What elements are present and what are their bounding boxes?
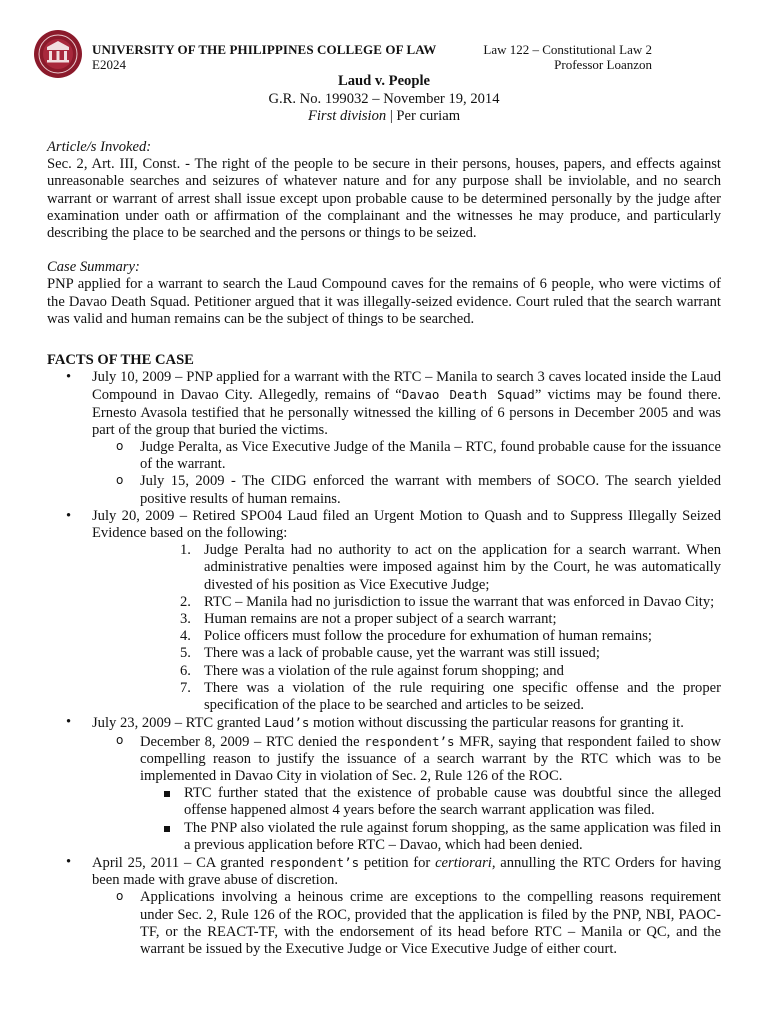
list-item: o Applications involving a heinous crime are exceptions to the compelling reasons requirement under Sec. 2, Rule 126 of the ROC, provided that the application is filed by the PNP, NBI, PAOC-TF, or the REACT-TF, with the endorsement of its head before RTC – Manila or QC, and the warrant be issued by the Executive Judge or Vice Executive Judge of either court.	[92, 889, 721, 958]
item-text: There was a violation of the rule requiring one specific offense and the proper specification of the place to be searched and articles to be seized.	[204, 679, 721, 714]
division-separator: |	[386, 108, 397, 124]
case-gr-number: G.R. No. 199032 – November 19, 2014	[268, 90, 500, 107]
professor-name: Professor Loanzon	[554, 57, 652, 72]
fact-text: July 23, 2009 – RTC granted	[92, 715, 265, 732]
item-number: 5.	[180, 645, 191, 662]
list-item	[92, 594, 721, 611]
fact-text: annulling the RTC Orders for having been made with grave abuse of discretion.	[92, 854, 721, 889]
fact-text: July 10, 2009 – PNP applied for a warrant with the RTC – Manila to search 3 caves located inside the Laud Compound in Davao City. Allegedly, remains of “	[92, 369, 721, 404]
articles-text: Sec. 2, Art. III, Const. - The right of the people to be secure in their persons, houses, papers, and effects against unreasonable searches and seizures of whatever nature and for any purpose shall be inviolable, and no search warrant or warrant of arrest shall issue except upon probable cause to be determined personally by the judge after examination under oath or affirmation of the complainant and the witnesses he may produce, and particularly describing the place to be searched and the persons or things to be seized.	[47, 156, 721, 242]
item-text: Judge Peralta had no authority to act on the application for a search warrant. When administrative penalties were imposed against him by the Court, he was automatically divested of his position as Vice Executive Judge;	[204, 542, 721, 593]
university-name: UNIVERSITY OF THE PHILIPPINES COLLEGE OF LAW	[92, 42, 437, 57]
fact-text: April 25, 2011 – CA granted	[92, 854, 269, 871]
class-code: E2024	[92, 57, 126, 72]
facts-heading: FACTS OF THE CASE	[47, 352, 194, 369]
list-item	[47, 508, 721, 714]
list-item	[47, 854, 721, 958]
item-text: There was a lack of probable cause, yet the warrant was still issued;	[204, 645, 600, 662]
summary-text: PNP applied for a warrant to search the Laud Compound caves for the remains of 6 people, who were victims of the Davao Death Squad. Petitioner argued that it was illegally-seized evidence. Court ruled that the search warrant was valid and human remains can be the subject of things to be searched.	[47, 276, 721, 327]
item-number: 4.	[180, 628, 191, 645]
list-item	[92, 645, 721, 662]
item-text: Police officers must follow the procedure for exhumation of human remains;	[204, 628, 652, 645]
course-name: Law 122 – Constitutional Law 2	[483, 42, 652, 57]
case-title-block	[0, 73, 768, 126]
fact-text: petition for	[359, 854, 436, 871]
list-item	[47, 369, 721, 508]
item-number: 7.	[180, 679, 191, 696]
item-number: 3.	[180, 611, 191, 628]
fact-text: motion without discussing the particular reasons for granting it.	[309, 715, 684, 732]
fact-text-mono: respondent’s	[268, 854, 360, 870]
list-item: The PNP also violated the rule against forum shopping, as the same application was filed in a previous application before RTC – Davao, which had been denied.	[140, 820, 721, 854]
fact-text: ” victims may be found there. Ernesto Avasola testified that he personally witnessed the killing of 6 persons in December 2005 and was part of the group that buried the victims.	[92, 387, 721, 438]
item-text: Human remains are not a proper subject of a search warrant;	[204, 611, 557, 628]
sub-list	[92, 439, 721, 508]
item-text: RTC – Manila had no jurisdiction to issue the warrant that was enforced in Davao City;	[204, 593, 715, 610]
item-number: 6.	[180, 662, 191, 679]
list-item	[92, 680, 721, 714]
fact-text-italic: certiorari,	[435, 854, 496, 871]
fact-text-mono: respondent’s	[364, 733, 455, 749]
item-text: There was a violation of the rule against forum shopping; and	[204, 662, 564, 679]
case-title: Laud v. People	[337, 73, 431, 89]
division: First division	[307, 108, 387, 124]
fact-text: December 8, 2009 – RTC denied the	[140, 733, 365, 750]
facts-list	[47, 369, 721, 958]
sub-sub-list	[140, 785, 721, 854]
item-number: 1.	[180, 542, 191, 559]
summary-label: Case Summary:	[47, 259, 140, 276]
list-item: o Judge Peralta, as Vice Executive Judge of the Manila – RTC, found probable cause for the issuance of the warrant.	[92, 439, 721, 473]
articles-label: Article/s Invoked:	[47, 139, 152, 155]
list-item	[92, 733, 721, 854]
header-left	[92, 42, 436, 72]
fact-text-mono: Laud’s	[264, 715, 310, 731]
list-item	[47, 714, 721, 854]
header-right	[483, 42, 652, 72]
list-item: o July 15, 2009 - The CIDG enforced the warrant with members of SOCO. The search yielded positive results of human remains.	[92, 473, 721, 507]
up-seal-icon	[33, 29, 83, 79]
fact-text-mono: Davao Death Squad	[401, 387, 535, 403]
list-item	[92, 628, 721, 645]
list-item	[92, 663, 721, 680]
sub-list	[92, 733, 721, 854]
list-item	[92, 542, 721, 594]
list-item: RTC further stated that the existence of probable cause was doubtful since the alleged offense happened almost 4 years before the search warrant application was filed.	[140, 785, 721, 819]
item-number: 2.	[180, 593, 191, 610]
fact-text: MFR, saying that respondent failed to show compelling reason to justify the issuance of a search warrant by the RTC which was to be implemented in Davao City in violation of Sec. 2, Rule 126 of the ROC.	[140, 733, 721, 784]
case-division-line	[0, 108, 768, 126]
list-item	[92, 611, 721, 628]
document-body	[47, 139, 721, 958]
fact-text: July 20, 2009 – Retired SPO04 Laud filed an Urgent Motion to Quash and to Suppress Illegally Seized Evidence based on the following:	[92, 507, 721, 542]
ponente: Per curiam	[396, 108, 461, 124]
sub-list	[92, 889, 721, 958]
grounds-list	[92, 542, 721, 714]
